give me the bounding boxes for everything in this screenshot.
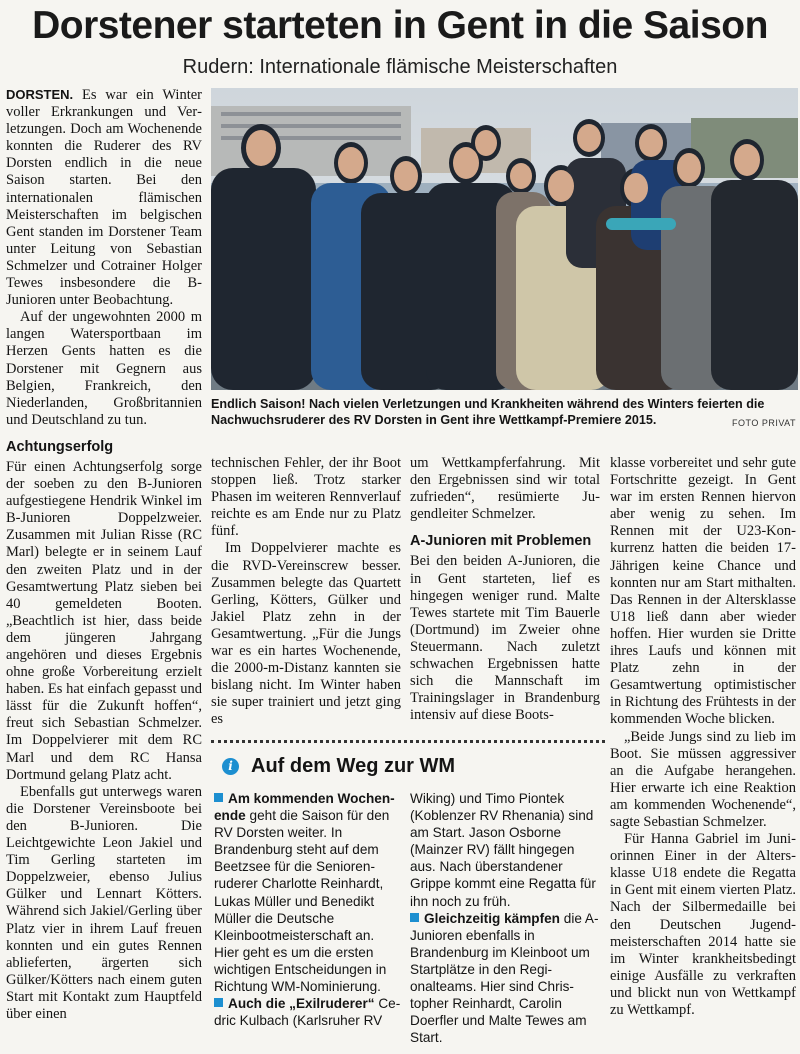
paragraph: Es war ein Winter voller Erkrankungen und Verletzungen. Doch am Wochenende konnten die Ruderer des RV Dorsten endlich in die neue Saison starten. Bei den internationalen flämischen Meisterschaften im belgischen Gent standen im Dorstener Team unter Leitung von Sebastian Schmelzer und Cotrainer Holger Tewes insbesondere die B-Junioren unter Beobachtung. [6, 87, 203, 309]
infobox-header [222, 752, 455, 780]
infobox-border [211, 740, 605, 743]
paragraph: technischen Fehler, der ihr Boot stoppen ließ. Trotz starker Phasen im weiteren Rennverlauf reichte es am Ende nur zu Platz fünf. [211, 455, 401, 540]
bullet-square [214, 998, 223, 1007]
bullet-square [410, 913, 419, 922]
article-column-3 [410, 455, 600, 724]
paragraph: um Wettkampferfahrung. Mit den Ergebnissen sind wir total zufrieden“, resümierte Jugendleiter Schmelzer. [410, 455, 600, 523]
paragraph: Für einen Achtungserfolg sorge der soeben zu den B-Junioren aufgestiegene Hendrik Winkel im B-Junioren Doppelzweier. Zusammen mit Julian Risse (RC Marl) belegte er in seinem Lauf den zweiten Platz und in der Gesamtwertung Platz sieben bei 40 gemeldeten Booten. „Beachtlich ist hier, dass beide dem jüngeren Jahrgang angehören und dieses Ergebnis ohne große Vorbereitung erzielt haben. Es hat einfach gepasst und lässt für die Zukunft hoffen“, freut sich Sebastian Schmelzer. Im Doppelvierer mit dem RC Marl und dem RC Hansa Dortmund gelang Platz acht. [6, 458, 202, 783]
paragraph: Für Hanna Gabriel im Juniorinnen Einer in der Altersklasse U18 endete die Regatta in Gent mit einem vierten Platz. Nach der Silbermedaille bei den Deutschen Jugendmeisterschaften 2014 hatte sie im Winter krankheitsbedingt einige Ausfälle zu verkraften und blickt nun von Wettkampf zu Wettkampf. [610, 831, 796, 1018]
infobox-title: Auf dem Weg zur WM [251, 754, 456, 777]
subheadline: Rudern: Internationale flämische Meisterschaften [182, 56, 618, 78]
infobox-item [214, 790, 402, 995]
section-heading: A-Junioren mit Problemen [410, 533, 592, 550]
item-lead: Auch die „Exilruderer“ [228, 996, 375, 1012]
photo-caption: Endlich Saison! Nach vielen Verletzungen und Krankheiten während des Winters feierten die Nachwuchsruderer des RV Dorsten in Gent ihre Wettkampf-Premiere 2015. [211, 397, 765, 427]
bullet-square [214, 793, 223, 802]
paragraph: Auf der ungewohnten 2000 m langen Watersportbaan im Herzen Gents hatten es die Dorstener mit Gegnern aus Belgien, Frankreich, den Niederlanden, Großbritannien und Deutschland zu tun. [6, 309, 202, 428]
item-lead: Am kommenden Wochenende [214, 791, 395, 824]
paragraph: Bei den beiden A-Junioren, die in Gent starteten, lief es hingegen weniger rund. Malte Tewes startete mit Tim Bauerle (Dortmund) im Zweier ohne Steuermann. Nach zuletzt schwachen Ergebnissen hatte sich die Mannschaft im Trainingslager in Brandenburg intensiv auf diese Boots- [410, 553, 600, 724]
dateline: DORSTEN. [6, 87, 74, 102]
article-column-4 [610, 455, 796, 1019]
infobox-column-2 [410, 790, 602, 1046]
paragraph: klasse vorbereitet und sehr gute Fortschritte gezeigt. In Gent war im ersten Rennen hiervon aber wenig zu sehen. Im Rennen mit der U23-Konkurrenz hatten die beiden 17-Jährigen keine Chance und konnten nur am Start mithalten. Das Rennen in der Altersklasse U18 ließ dann aber wieder hoffen. Hier wurden sie Dritte ihres Laufs und können mit Platz zehn in der Gesamtwertung optimistischer in Richtung des Frühtests in der kommenden Woche blicken. [610, 455, 796, 728]
article-column-1 [6, 86, 202, 1023]
headline: Dorstener starteten in Gent in die Saison [32, 4, 768, 47]
infobox-column-1 [214, 790, 402, 1029]
item-text: geht die Saison für den RV Dorsten weiter. In Brandenburg steht auf dem Beetzsee für die Seniorenruderer Charlotte Reinhardt, Lukas Müller und Benedikt Müller die Deutsche Kleinbootmeisterschaft an. Hier geht es um die ersten wichtigen Entscheidungen in Richtung WM-Nominierung. [214, 808, 390, 995]
paragraph: Im Doppelvierer machte es die RVD-Vereinscrew besser. Zusammen belegte das Quartett Gerling, Kötters, Gülker und Jakiel Platz zehn in der Gesamtwertung. „Für die Jungs war es ein hartes Wochenende, die 2000-m-Distanz kannten sie bislang nicht. Im Winter haben sie super trainiert und jetzt ging es [211, 540, 401, 728]
team-photo-image [211, 88, 798, 390]
infobox-item [214, 995, 402, 1029]
item-text: die A-Junioren ebenfalls in Brandenburg im Kleinboot um Startplätze in den Regionalteams. Hier sind Christopher Reinhardt, Carolin Doerfler und Malte Tewes am Start. [410, 910, 599, 1046]
info-icon: i [222, 758, 239, 775]
article-column-2 [211, 455, 401, 729]
section-heading: Achtungserfolg [6, 438, 114, 455]
item-text: Cedric Kulbach (Karlsruher RV [214, 996, 401, 1029]
item-lead: Gleichzeitig kämpfen [424, 910, 560, 926]
infobox-item [410, 910, 602, 1047]
infobox-item-continued: Wiking) und Timo Piontek (Koblenzer RV Rhenania) sind am Start. Jason Osborne (Mainzer RV) fällt hingegen aus. Nach überstandener Grippe kommt eine Regatta für ihn noch zu früh. [410, 791, 596, 909]
paragraph: „Beide Jungs sind zu lieb im Boot. Sie müssen aggressiver an die Aufgabe herangehen. Hier erwarte ich eine Reaktion am kommenden Wochenende“, sagte Sebastian Schmelzer. [610, 728, 796, 830]
team-photo [211, 88, 798, 390]
photo-credit: FOTO PRIVAT [731, 418, 796, 428]
paragraph: Ebenfalls gut unterwegs waren die Dorstener Vereinsboote bei den B-Junioren. Die Leichtgewichte Leon Jakiel und Tim Gerling starteten im Doppelzweier, ebenso Julius Gülker und Lennart Kötters. Während sich Jakiel/Gerling über Platz vier in ihrem Lauf freuen konnten und ein gutes Rennen ablieferten, ärgerten sich Gülker/Kötters nach einem guten Start mit Kontakt zum Hauptfeld über einen [6, 783, 202, 1022]
